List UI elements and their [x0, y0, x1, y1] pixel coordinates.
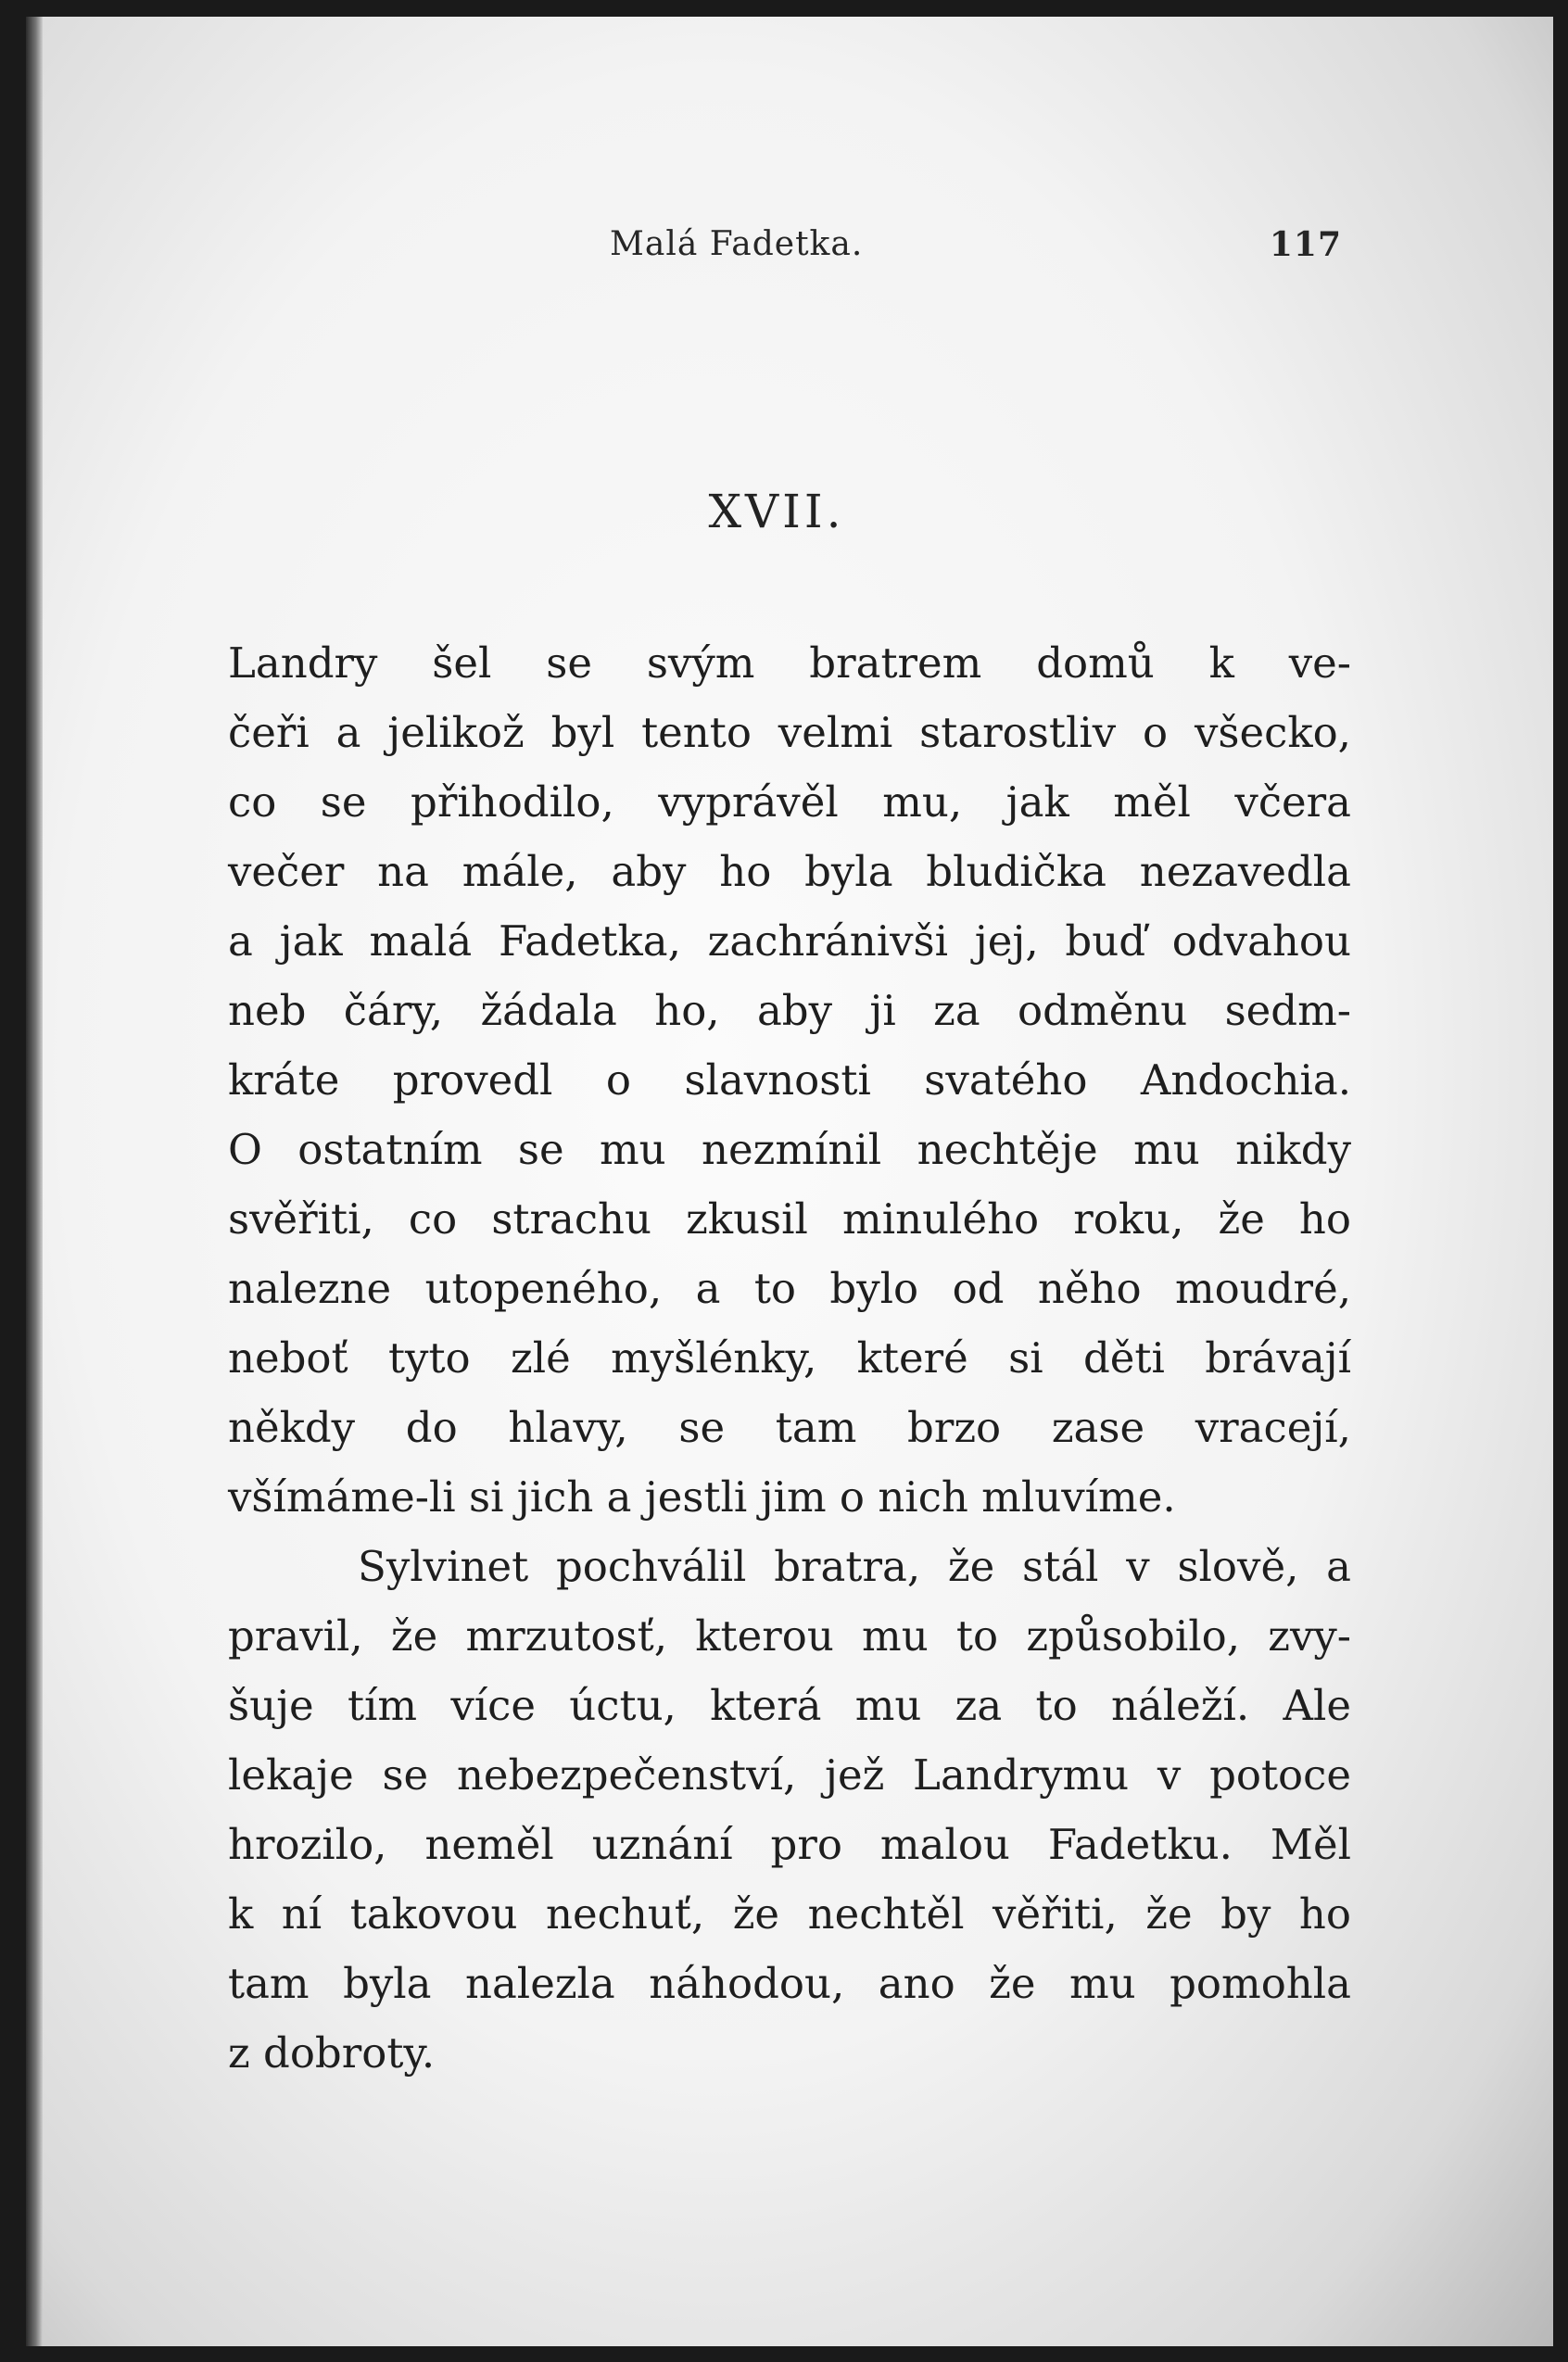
text-line: šuje tím více úctu, která mu za to náleží. Ale	[228, 1681, 1351, 1730]
text-line: večer na mále, aby ho byla bludička nezavedla	[228, 847, 1351, 896]
running-title: Malá Fadetka.	[610, 225, 864, 263]
chapter-heading: XVII.	[708, 485, 845, 538]
paragraph	[228, 1532, 1351, 2088]
text-line: hrozilo, neměl uznání pro malou Fadetku. Měl	[228, 1820, 1351, 1869]
text-line: co se přihodilo, vyprávěl mu, jak měl včera	[228, 777, 1351, 827]
book-spine	[26, 17, 43, 2346]
book-page	[26, 17, 1553, 2346]
page-number: 117	[1269, 225, 1342, 264]
text-line: tam byla nalezla náhodou, ano že mu pomohla	[228, 1959, 1351, 2008]
text-line: k ní takovou nechuť, že nechtěl věřiti, že by ho	[228, 1889, 1351, 1939]
text-line: lekaje se nebezpečenství, jež Landrymu v potoce	[228, 1750, 1351, 1800]
text-line: všímáme-li si jich a jestli jim o nich mluvíme.	[228, 1472, 1176, 1522]
text-line: Landry šel se svým bratrem domů k ve-	[228, 638, 1351, 688]
text-line: a jak malá Fadetka, zachránivši jej, buď odvahou	[228, 916, 1351, 966]
text-line: pravil, že mrzutosť, kterou mu to způsobilo, zvy-	[228, 1611, 1351, 1661]
text-line: nalezne utopeného, a to bylo od něho moudré,	[228, 1264, 1351, 1313]
text-line: kráte provedl o slavnosti svatého Andochia.	[228, 1055, 1351, 1105]
text-line: někdy do hlavy, se tam brzo zase vracejí,	[228, 1403, 1351, 1452]
paragraph	[228, 628, 1351, 1532]
body-text	[228, 628, 1351, 2088]
text-line: O ostatním se mu nezmínil nechtěje mu nikdy	[228, 1125, 1351, 1174]
text-line: neb čáry, žádala ho, aby ji za odměnu sedm-	[228, 986, 1351, 1035]
text-line: neboť tyto zlé myšlénky, které si děti brávají	[228, 1333, 1351, 1383]
text-line: z dobroty.	[228, 2028, 436, 2078]
text-line: svěřiti, co strachu zkusil minulého roku, že ho	[228, 1194, 1351, 1244]
text-line: čeři a jelikož byl tento velmi starostliv o všecko,	[228, 708, 1351, 757]
page-header	[610, 225, 1342, 281]
text-line: Sylvinet pochválil bratra, že stál v slově, a	[358, 1542, 1351, 1591]
